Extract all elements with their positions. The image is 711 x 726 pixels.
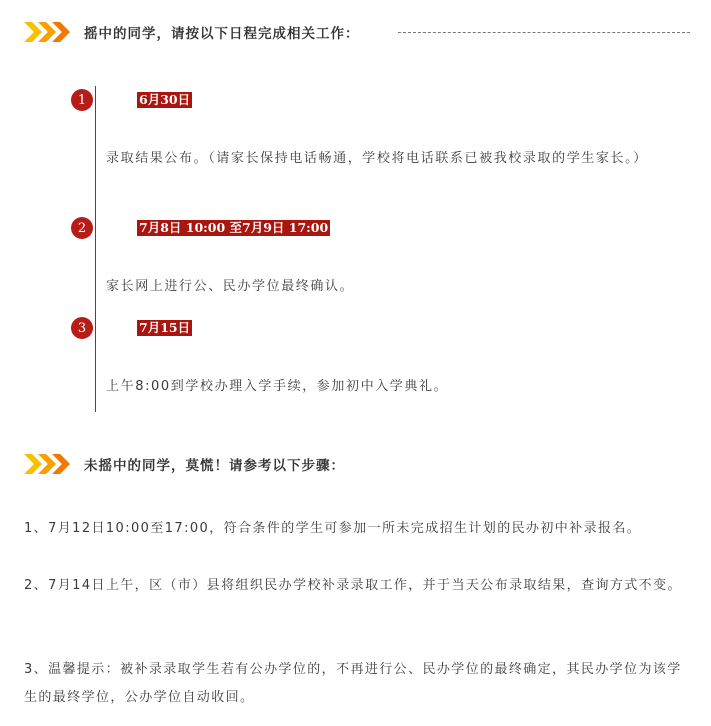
section-title-drawn: 摇中的同学，请按以下日程完成相关工作： <box>84 26 360 42</box>
step-description: 录取结果公布。（请家长保持电话畅通，学校将电话联系已被我校录取的学生家长。） <box>106 151 648 166</box>
instruction-item: 1、7月12日10:00至17:00，符合条件的学生可参加一所未完成招生计划的民办初中补录报名。 <box>24 521 642 536</box>
step-number-badge: 1 <box>71 89 93 111</box>
section-header-drawn <box>24 21 360 43</box>
dashed-divider <box>398 32 690 33</box>
section-title-not-drawn: 未摇中的同学，莫慌！请参考以下步骤： <box>84 458 345 474</box>
instruction-item: 3、温馨提示：被补录录取学生若有公办学位的，不再进行公、民办学位的最终确定，其民办学位为该学生的最终学位，公办学位自动收回。 <box>24 662 682 705</box>
triple-chevron-arrow-icon <box>24 454 76 474</box>
step-date-tag: 7月15日 <box>139 320 191 335</box>
step-description: 上午8:00到学校办理入学手续，参加初中入学典礼。 <box>106 379 449 394</box>
step-date-tag: 6月30日 <box>139 92 191 107</box>
section-header-not-drawn <box>24 453 345 475</box>
step-date-tag: 7月8日 10:00 至7月9日 17:00 <box>139 220 329 235</box>
step-number-badge: 2 <box>71 217 93 239</box>
timeline-line <box>95 86 96 412</box>
instruction-item: 2、7月14日上午，区（市）县将组织民办学校补录录取工作，并于当天公布录取结果，查询方式不变。 <box>24 578 682 593</box>
step-description: 家长网上进行公、民办学位最终确认。 <box>106 279 355 294</box>
triple-chevron-arrow-icon <box>24 22 76 42</box>
step-number-badge: 3 <box>71 317 93 339</box>
